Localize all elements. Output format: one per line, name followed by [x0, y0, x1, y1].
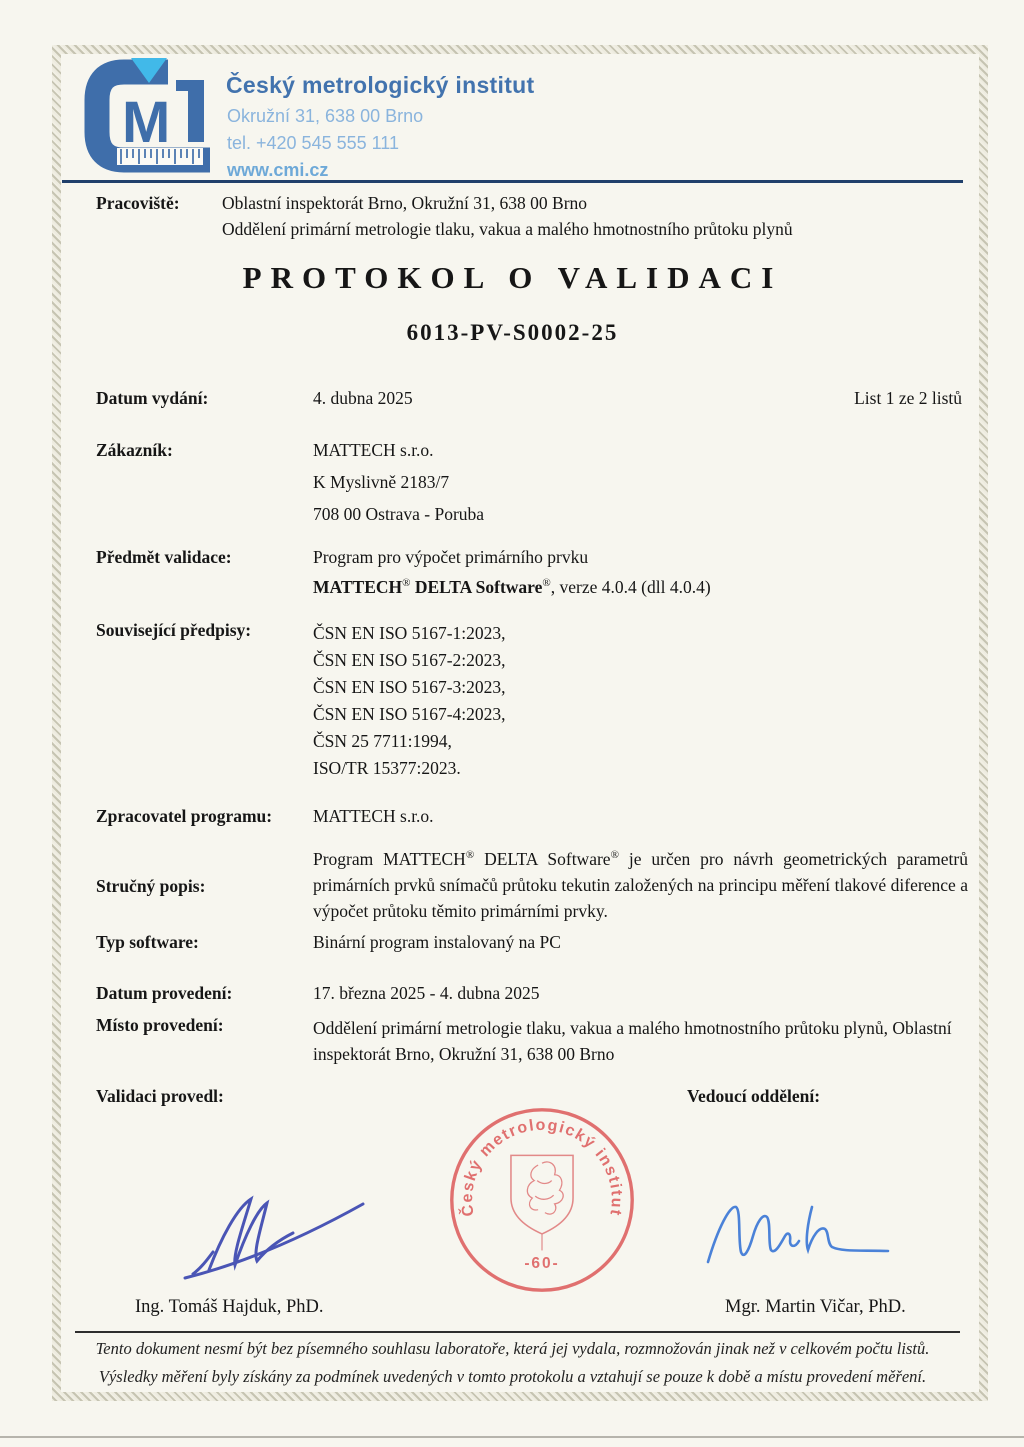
description-segment: Program MATTECH	[313, 849, 466, 869]
registered-mark: ®	[465, 849, 475, 862]
workplace-line2: Oddělení primární metrologie tlaku, vakua a malého hmotnostního průtoku plynů	[222, 219, 793, 239]
signature-right	[700, 1198, 900, 1273]
developer-label: Zpracovatel programu:	[96, 806, 273, 826]
institute-phone: tel. +420 545 555 111	[227, 133, 399, 153]
registered-mark: ®	[542, 577, 551, 590]
protocol-number: 6013-PV-S0002-25	[406, 320, 619, 345]
execution-date-value: 17. března 2025 - 4. dubna 2025	[313, 983, 540, 1003]
stamp-number: -60-	[524, 1254, 560, 1272]
document-title: PROTOKOL O VALIDACI	[242, 260, 783, 295]
cmi-logo	[84, 58, 216, 176]
scan-edge-line	[0, 1436, 1024, 1438]
cmi-logo-i-stem	[188, 80, 204, 142]
execution-date-label: Datum provedení:	[96, 983, 233, 1003]
footer-note-line1: Tento dokument nesmí být bez písemného souhlasu laboratoře, která jej vydala, rozmnožován jinak než v celkovém počtu listů.	[95, 1339, 930, 1358]
workplace-label: Pracoviště:	[96, 193, 180, 213]
stamp-ring-text: Český metrologický institut	[459, 1116, 626, 1218]
institute-stamp	[445, 1103, 639, 1297]
issue-date-label: Datum vydání:	[96, 388, 209, 408]
regulations-list	[313, 620, 506, 782]
customer-line: K Myslivně 2183/7	[313, 472, 450, 492]
subject-line1: Program pro výpočet primárního prvku	[313, 547, 589, 567]
regulations-label: Související předpisy:	[96, 620, 252, 640]
footer-note-line2: Výsledky měření byly získány za podmínek uvedených v tomto protokolu a vztahují se pouze k době a místu provedení měření.	[98, 1367, 927, 1386]
description-text	[313, 846, 968, 924]
institute-name: Český metrologický institut	[226, 72, 535, 98]
customer-line: MATTECH s.r.o.	[313, 440, 434, 460]
issue-date-value: 4. dubna 2025	[313, 388, 413, 408]
institute-address: Okružní 31, 638 00 Brno	[227, 106, 424, 126]
signature-left	[163, 1188, 378, 1286]
subject-product-name: MATTECH	[313, 577, 403, 597]
sheet-info: List 1 ze 2 listů	[854, 388, 962, 408]
head-of-department-label: Vedoucí oddělení:	[687, 1086, 821, 1106]
regulation-item: ČSN 25 7711:1994,	[313, 731, 452, 751]
institute-website: www.cmi.cz	[227, 160, 329, 180]
subject-version: , verze 4.0.4 (dll 4.0.4)	[550, 577, 711, 597]
customer-line: 708 00 Ostrava - Poruba	[313, 504, 485, 524]
software-type-value: Binární program instalovaný na PC	[313, 932, 561, 952]
regulation-item: ČSN EN ISO 5167-3:2023,	[313, 677, 506, 697]
footer-divider	[75, 1331, 960, 1333]
regulation-item: ČSN EN ISO 5167-1:2023,	[313, 623, 506, 643]
software-type-label: Typ software:	[96, 932, 199, 952]
description-label: Stručný popis:	[96, 876, 206, 896]
stamp-lion	[527, 1162, 563, 1214]
regulation-item: ISO/TR 15377:2023.	[313, 758, 461, 778]
workplace-line1: Oblastní inspektorát Brno, Okružní 31, 638 00 Brno	[222, 193, 588, 213]
execution-place-label: Místo provedení:	[96, 1015, 224, 1035]
customer-label: Zákazník:	[96, 440, 173, 460]
registered-mark: ®	[610, 849, 619, 862]
header-divider	[62, 180, 963, 183]
description-segment: je určen pro návrh geometrických parametrů primárních prvků snímačů průtoku tekutin založených na principu měření tlakové diference a výpočet průtoku těmito primárními prvky.	[313, 849, 968, 921]
subject-line2	[313, 577, 711, 598]
subject-label: Předmět validace:	[96, 547, 232, 567]
registered-mark: ®	[402, 577, 411, 590]
performed-by-name: Ing. Tomáš Hajduk, PhD.	[135, 1297, 324, 1317]
description-segment: DELTA Software	[474, 849, 611, 869]
developer-value: MATTECH s.r.o.	[313, 806, 434, 826]
regulation-item: ČSN EN ISO 5167-2:2023,	[313, 650, 506, 670]
execution-place-value: Oddělení primární metrologie tlaku, vakua a malého hmotnostního průtoku plynů, Oblastní inspektorát Brno, Okružní 31, 638 00 Brno	[313, 1018, 952, 1064]
cmi-logo-m-letter: M	[122, 90, 171, 155]
regulation-item: ČSN EN ISO 5167-4:2023,	[313, 704, 506, 724]
subject-product-name: DELTA Software	[410, 577, 543, 597]
head-of-department-name: Mgr. Martin Vičar, PhD.	[725, 1297, 906, 1317]
performed-by-label: Validaci provedl:	[96, 1086, 224, 1106]
